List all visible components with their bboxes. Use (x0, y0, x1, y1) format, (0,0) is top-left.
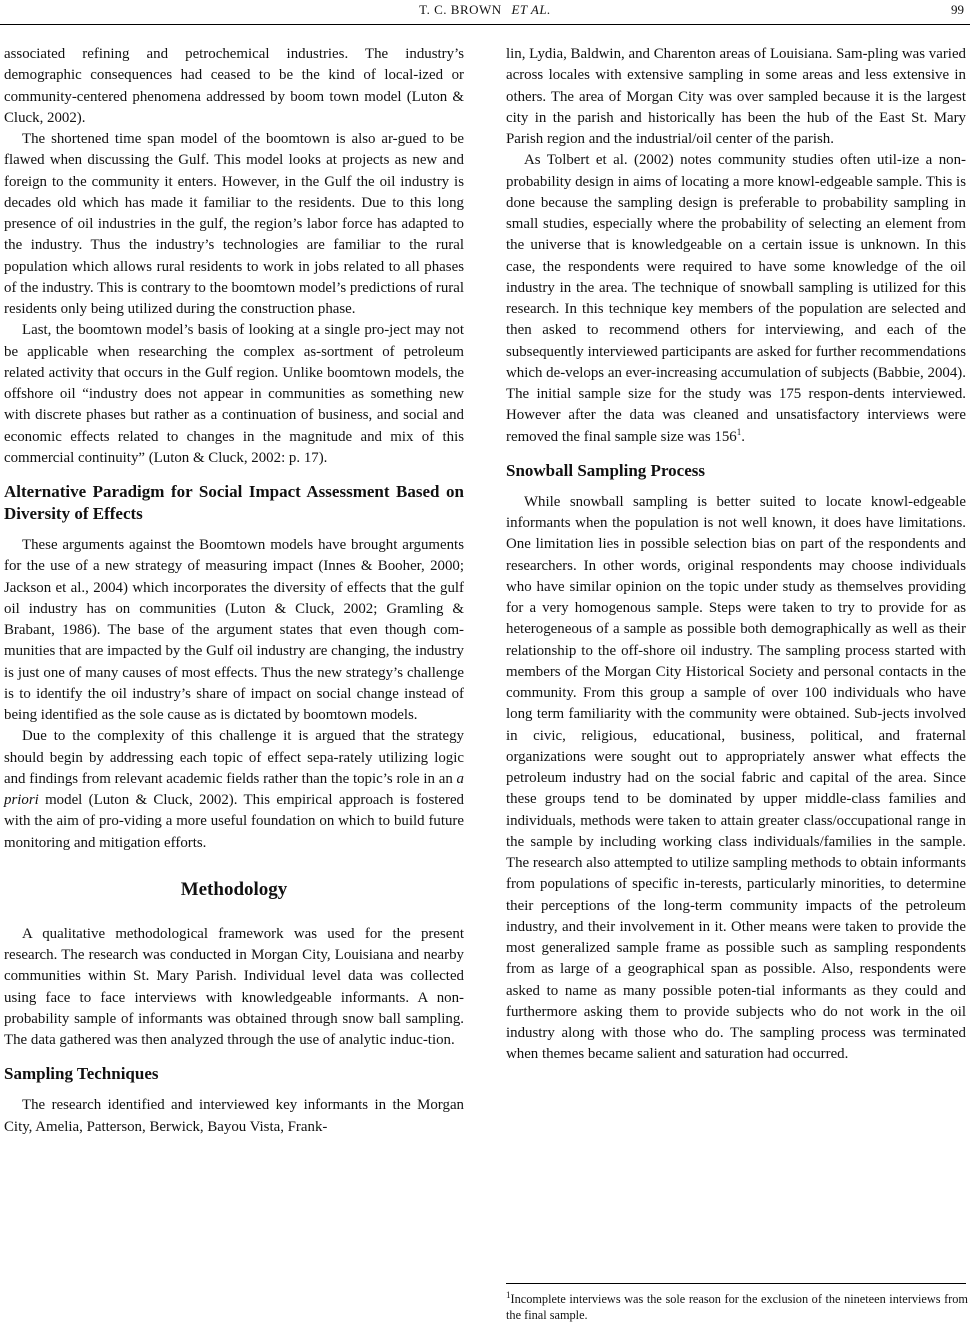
author-etal: ET AL. (511, 2, 551, 17)
paragraph (4, 726, 464, 854)
paragraph: The research identified and interviewed key informants in the Morgan City, Amelia, Patterson, Berwick, Bayou Vista, Frank- (4, 1097, 464, 1135)
left-column (4, 44, 464, 1138)
footnote-marker: 1 (736, 426, 742, 437)
author-names: T. C. BROWN (419, 2, 502, 17)
paragraph-text: Due to the complexity of this challenge it is argued that the strategy should begin by addressing each topic of effect sepa-rately utilizing logic and findings from relevant academic fields rather than the topic’s role in an (4, 728, 464, 787)
paragraph: Last, the boomtown model’s basis of looking at a single pro-ject may not be applicable when researching the complex as-sortment of petroleum related activity that occurs in the Gulf region. Unlike boomtown models, the offshore oil “industry does not appear in communities as something new with discrete phases but rather as a continuation of business, and social and economic effects related to changes in the magnitude and mix of this commercial continuity” (Luton & Cluck, 2002: p. 17). (4, 322, 464, 466)
paragraph: The shortened time span model of the boomtown is also ar-gued to be flawed when discussing the Gulf. This model looks at projects as new and foreign to the community it enters. However, in the Gulf the oil industry is decades old which has made it familiar to the residents. Due to this long presence of oil industries in the gulf, the region’s labor force has adapted to the industry. Thus the industry’s technologies are familiar to the rural population which allows rural residents to work in jobs related to all phases of the industry. This is contrary to the boomtown model’s predictions of rural residents only being utilized during the construction phase. (4, 131, 464, 317)
footnote-text: Incomplete interviews was the sole reason for the exclusion of the nineteen interviews from the final sample. (506, 1292, 968, 1322)
paragraph: lin, Lydia, Baldwin, and Charenton areas of Louisiana. Sam-pling was varied across locales with extensive sampling in some areas and less extensive in others. The area of Morgan City was over sampled because it is the largest city in the parish and historically has been the hub of the East St. Mary Parish region and the industrial/oil center of the parish. (506, 46, 966, 147)
paragraph: associated refining and petrochemical industries. The industry’s demographic consequences had ceased to be the kind of local-ized or community-centered phenomena addressed by boom town model (Luton & Cluck, 2002). (4, 46, 464, 126)
running-header-authors (0, 2, 970, 18)
page-number: 99 (951, 2, 964, 17)
header-rule (0, 24, 970, 25)
running-header (0, 0, 970, 24)
paragraph: These arguments against the Boomtown models have brought arguments for the use of a new strategy of measuring impact (Innes & Booher, 2000; Jackson et al., 2004) which incorporates the diversity of effects that the gulf oil industry has on communities (Luton & Cluck, 2002; Gramling & Brabant, 1986). The base of the argument states that even though com-munities that are impacted by the Gulf oil industry are changing, the industry is just one of many causes of most effects. Thus the new strategy’s challenge is to identify the oil industry’s share of impact on social change instead of being identified as the sole cause as is dictated by boomtown models. (4, 537, 464, 723)
section-heading-methodology: Methodology (180, 878, 288, 900)
paragraph-text: . (741, 428, 745, 445)
footnote-number: 1 (506, 1289, 511, 1300)
paragraph: A qualitative methodological framework was used for the present research. The research was conducted in Morgan City, Louisiana and nearby communities within St. Mary Parish. Individual level data was collected using face to face interviews with knowledgeable informants. A non-probability sample of informants was obtained through snow ball sampling. The data gathered was then analyzed through the use of analytic induc-tion. (4, 925, 464, 1048)
right-column (506, 44, 966, 1066)
footnote (506, 1291, 968, 1323)
section-heading-sampling-techniques: Sampling Techniques (4, 1064, 159, 1084)
paragraph (506, 150, 966, 448)
footnote-rule (506, 1283, 966, 1284)
paragraph-text: As Tolbert et al. (2002) notes community studies often util-ize a non-probability design in aims of locating a more knowl-edgeable sample. This is done because the sampling design is preferable to probability sampling in small studies, especially where the probability of selecting an element from the universe that is knowledgeable on a certain issue is unknown. In this case, the respondents were required to have some knowledge of the oil industry in the area. The technique of snowball sampling is utilized for this research. In this technique key members of the population are selected and then asked to recommend others for interviewing, and each of the subsequently interviewed participants are asked for further recommendations which de-velops an ever-increasing accumulation of subjects (Babbie, 2004). The initial sample size for the study was 175 respon-dents interviewed. However after the data was cleaned and unsatisfactory interviews were removed the final sample size was 156 (506, 152, 966, 445)
section-heading-snowball-sampling: Snowball Sampling Process (506, 460, 706, 480)
section-heading-alternative-paradigm: Alternative Paradigm for Social Impact Assessment Based on Diversity of Effects (4, 482, 464, 523)
paragraph: While snowball sampling is better suited to locate knowl-edgeable informants when the population is not well known, it does have limitations. One limitation lies in possible selection bias on part of the respondents and researchers. In other words, original respondents may choose individuals who have similar opinion on the topic under study as themselves providing for a very homogenous sample. Steps were taken to try to provide for as heterogeneous of a sample as possible both demographically as well as their relationship to the off-shore oil industry. The sampling process started with members of the Morgan City Historical Society and personal contacts in the community. From this group a sample of over 100 individuals who have long term familiarity with the community were obtained. Sub-jects involved in civic, religious, educational, business, political, and fraternal organizations were sought out to appropriately answer what effects the petroleum industry had on the social fabric and capital of the area. Since these groups tend to be dominated by upper middle-class families and individuals, methods were taken to attain greater class/occupational range in the sample by including working class individuals/families in the sample. The research also attempted to utilize sampling methods to obtain informants from populations of specific in-terests, particularly minorities, to determine their perceptions of the long-term community impacts of the petroleum industry, and their involvement in it. Other means were taken to provide the most generalized sample frame as possible such as sampling respondents from as large of a geographical span as possible. Also, respondents were asked to name as many possible poten-tial informants as they could and furthermore asking them to provide subjects who do not work in the oil industry along with those who do. The sampling process was terminated when themes became salient and saturation had occurred. (506, 493, 966, 1063)
paragraph-text: model (Luton & Cluck, 2002). This empirical approach is fostered with the aim of pro-viding a more useful foundation on which to build future monitoring and mitigation efforts. (4, 792, 464, 851)
emphasis-text: a priori (4, 770, 464, 808)
